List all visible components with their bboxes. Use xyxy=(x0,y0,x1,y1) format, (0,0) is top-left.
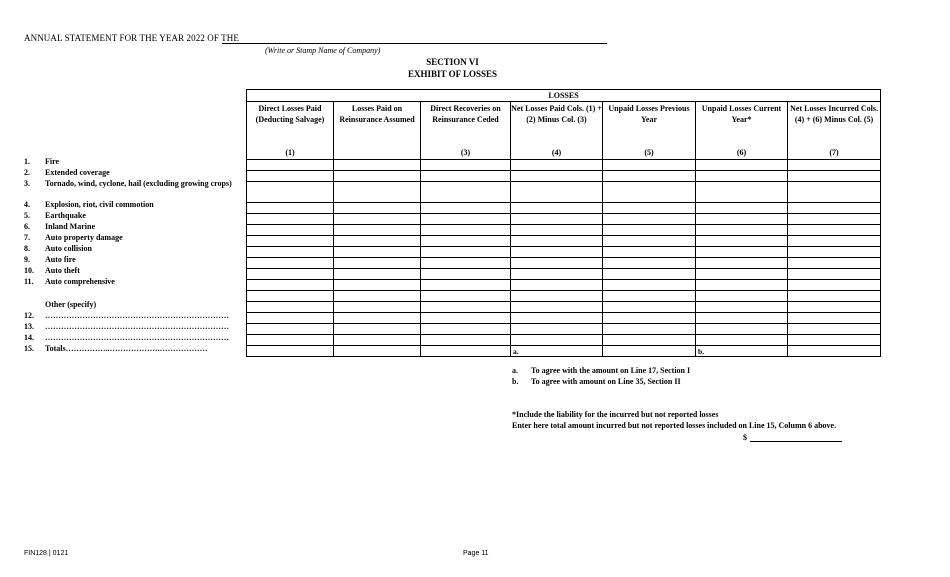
column-header: Unpaid Losses Previous Year (5) xyxy=(603,102,696,160)
entry-cell[interactable] xyxy=(788,313,881,324)
entry-cell[interactable] xyxy=(334,291,421,302)
entry-cell[interactable] xyxy=(421,291,511,302)
entry-cell[interactable] xyxy=(788,236,881,247)
table-row xyxy=(247,236,881,247)
entry-cell[interactable] xyxy=(247,160,334,171)
entry-cell[interactable] xyxy=(334,160,421,171)
entry-cell[interactable] xyxy=(603,182,696,203)
losses-table xyxy=(246,89,881,357)
table-row xyxy=(247,258,881,269)
entry-cell[interactable] xyxy=(247,302,334,313)
page-number: Page 11 xyxy=(463,550,489,557)
entry-cell[interactable] xyxy=(603,280,696,291)
column-header: Net Losses Paid Cols. (1) + (2) Minus Col. (3) (4) xyxy=(511,102,603,160)
table-row xyxy=(247,335,881,346)
table-row xyxy=(247,160,881,171)
company-name-line[interactable] xyxy=(222,43,607,44)
section-title: SECTION VI xyxy=(426,57,479,67)
ibnr-note: *Include the liability for the incurred but not reported losses xyxy=(512,410,719,419)
table-row xyxy=(247,203,881,214)
table-row xyxy=(247,182,881,203)
entry-cell[interactable] xyxy=(788,247,881,258)
entry-cell[interactable] xyxy=(696,280,788,291)
note-a: a. To agree with the amount on Line 17, Section I xyxy=(512,366,691,375)
entry-cell[interactable] xyxy=(696,182,788,203)
entry-cell[interactable] xyxy=(421,203,511,214)
entry-cell[interactable] xyxy=(603,247,696,258)
entry-cell[interactable] xyxy=(788,346,881,357)
entry-cell[interactable] xyxy=(511,346,603,357)
entry-cell[interactable] xyxy=(421,269,511,280)
entry-cell[interactable] xyxy=(511,182,603,203)
entry-cell[interactable] xyxy=(696,225,788,236)
entry-cell[interactable] xyxy=(247,247,334,258)
entry-cell[interactable] xyxy=(334,225,421,236)
column-header: Direct Recoveries on Reinsurance Ceded (3) xyxy=(421,102,511,160)
company-name-hint: (Write or Stamp Name of Company) xyxy=(265,46,381,55)
entry-cell[interactable] xyxy=(334,247,421,258)
entry-cell[interactable] xyxy=(511,171,603,182)
entry-cell[interactable] xyxy=(247,280,334,291)
entry-cell[interactable] xyxy=(603,269,696,280)
table-row xyxy=(247,171,881,182)
entry-cell[interactable] xyxy=(696,247,788,258)
entry-cell[interactable] xyxy=(247,269,334,280)
column-header: Unpaid Losses Current Year* (6) xyxy=(696,102,788,160)
entry-cell[interactable] xyxy=(696,258,788,269)
entry-cell[interactable] xyxy=(247,225,334,236)
entry-cell[interactable] xyxy=(603,302,696,313)
entry-cell[interactable] xyxy=(696,346,788,357)
table-row xyxy=(247,313,881,324)
entry-cell[interactable] xyxy=(334,313,421,324)
entry-cell[interactable] xyxy=(421,171,511,182)
entry-cell[interactable] xyxy=(788,280,881,291)
entry-cell[interactable] xyxy=(421,324,511,335)
entry-cell[interactable] xyxy=(696,236,788,247)
entry-cell[interactable] xyxy=(603,291,696,302)
entry-cell[interactable] xyxy=(421,236,511,247)
entry-cell[interactable] xyxy=(788,225,881,236)
table-row xyxy=(247,302,881,313)
entry-cell[interactable] xyxy=(334,236,421,247)
table-row xyxy=(247,247,881,258)
entry-cell[interactable] xyxy=(511,269,603,280)
dollar-sign: $ xyxy=(743,433,747,442)
entry-cell[interactable] xyxy=(421,258,511,269)
table-row xyxy=(247,225,881,236)
entry-cell[interactable] xyxy=(603,236,696,247)
entry-cell[interactable] xyxy=(696,324,788,335)
entry-cell[interactable] xyxy=(511,302,603,313)
entry-cell[interactable] xyxy=(334,214,421,225)
entry-cell[interactable] xyxy=(421,182,511,203)
entry-cell[interactable] xyxy=(247,236,334,247)
losses-group-header: LOSSES xyxy=(247,90,881,102)
table-row xyxy=(247,269,881,280)
column-header: Net Losses Incurred Cols. (4) + (6) Minus Col. (5) (7) xyxy=(788,102,881,160)
entry-cell[interactable] xyxy=(334,335,421,346)
table-row xyxy=(247,324,881,335)
entry-cell[interactable] xyxy=(511,280,603,291)
totals-mark: a. xyxy=(513,347,519,356)
entry-cell[interactable] xyxy=(247,313,334,324)
entry-cell[interactable] xyxy=(603,214,696,225)
entry-cell[interactable] xyxy=(511,214,603,225)
entry-cell[interactable] xyxy=(603,258,696,269)
entry-cell[interactable] xyxy=(511,236,603,247)
entry-cell[interactable] xyxy=(511,313,603,324)
entry-cell[interactable] xyxy=(788,214,881,225)
entry-cell[interactable] xyxy=(421,280,511,291)
entry-cell[interactable] xyxy=(334,280,421,291)
entry-cell[interactable] xyxy=(696,313,788,324)
table-row xyxy=(247,291,881,302)
note-b: b. To agree with amount on Line 35, Section II xyxy=(512,377,681,386)
entry-cell[interactable] xyxy=(247,346,334,357)
entry-cell[interactable] xyxy=(511,335,603,346)
entry-cell[interactable] xyxy=(421,313,511,324)
entry-cell[interactable] xyxy=(247,335,334,346)
column-header: Direct Losses Paid (Deducting Salvage) (1) xyxy=(247,102,334,160)
entry-cell[interactable] xyxy=(247,214,334,225)
entry-cell[interactable] xyxy=(603,313,696,324)
entry-cell[interactable] xyxy=(247,171,334,182)
entry-cell[interactable] xyxy=(421,160,511,171)
entry-cell[interactable] xyxy=(696,302,788,313)
entry-cell[interactable] xyxy=(696,291,788,302)
entry-cell[interactable] xyxy=(696,269,788,280)
form-code: FIN128 | 0121 xyxy=(24,550,69,557)
table-row xyxy=(247,214,881,225)
entry-cell[interactable] xyxy=(788,203,881,214)
entry-cell[interactable] xyxy=(788,302,881,313)
entry-cell[interactable] xyxy=(788,171,881,182)
entry-cell[interactable] xyxy=(788,335,881,346)
entry-cell[interactable] xyxy=(334,269,421,280)
entry-cell[interactable] xyxy=(696,203,788,214)
statement-title: ANNUAL STATEMENT FOR THE YEAR 2022 OF THE xyxy=(24,33,239,43)
entry-cell[interactable] xyxy=(334,324,421,335)
entry-cell[interactable] xyxy=(603,203,696,214)
entry-cell[interactable] xyxy=(421,247,511,258)
entry-cell[interactable] xyxy=(603,225,696,236)
entry-cell[interactable] xyxy=(247,182,334,203)
entry-cell[interactable] xyxy=(788,291,881,302)
entry-cell[interactable] xyxy=(421,225,511,236)
entry-cell[interactable] xyxy=(603,160,696,171)
entry-cell[interactable] xyxy=(603,324,696,335)
entry-cell[interactable] xyxy=(603,171,696,182)
entry-cell[interactable] xyxy=(511,160,603,171)
table-row xyxy=(247,280,881,291)
exhibit-title: EXHIBIT OF LOSSES xyxy=(407,69,498,79)
entry-cell[interactable] xyxy=(334,302,421,313)
entry-cell[interactable] xyxy=(511,258,603,269)
column-header: Losses Paid on Reinsurance Assumed xyxy=(334,102,421,160)
entry-cell[interactable] xyxy=(334,258,421,269)
entry-cell[interactable] xyxy=(421,214,511,225)
entry-cell[interactable] xyxy=(334,171,421,182)
entry-cell[interactable] xyxy=(421,346,511,357)
entry-cell[interactable] xyxy=(511,225,603,236)
entry-cell[interactable] xyxy=(788,269,881,280)
entry-cell[interactable] xyxy=(511,203,603,214)
entry-cell[interactable] xyxy=(696,171,788,182)
entry-cell[interactable] xyxy=(247,258,334,269)
entry-cell[interactable] xyxy=(334,346,421,357)
entry-cell[interactable] xyxy=(334,182,421,203)
entry-cell[interactable] xyxy=(334,203,421,214)
entry-cell[interactable] xyxy=(421,335,511,346)
entry-cell[interactable] xyxy=(696,214,788,225)
ibnr-amount-field[interactable] xyxy=(750,441,842,442)
table-row xyxy=(247,346,881,357)
entry-cell[interactable] xyxy=(247,291,334,302)
entry-cell[interactable] xyxy=(603,335,696,346)
entry-cell[interactable] xyxy=(421,302,511,313)
ibnr-instruction: Enter here total amount incurred but not reported losses included on Line 15, Column 6 above. xyxy=(512,421,837,430)
entry-cell[interactable] xyxy=(247,324,334,335)
entry-cell[interactable] xyxy=(696,160,788,171)
entry-cell[interactable] xyxy=(603,346,696,357)
entry-cell[interactable] xyxy=(247,203,334,214)
entry-cell[interactable] xyxy=(511,324,603,335)
entry-cell[interactable] xyxy=(511,247,603,258)
entry-cell[interactable] xyxy=(788,160,881,171)
entry-cell[interactable] xyxy=(788,324,881,335)
entry-cell[interactable] xyxy=(511,291,603,302)
entry-cell[interactable] xyxy=(788,258,881,269)
entry-cell[interactable] xyxy=(788,182,881,203)
totals-mark: b. xyxy=(698,347,705,356)
entry-cell[interactable] xyxy=(696,335,788,346)
